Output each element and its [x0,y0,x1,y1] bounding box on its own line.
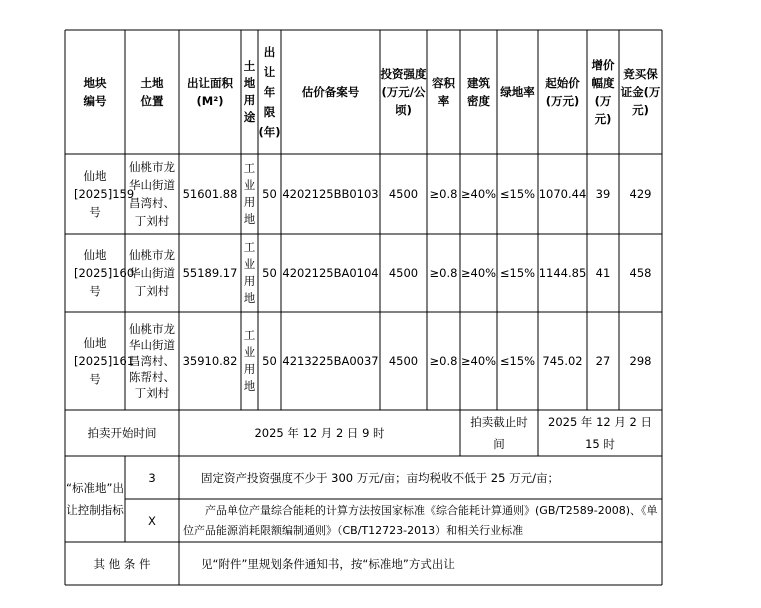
cell-deposit: 429 [629,187,652,201]
cell-density: ≥40% [460,354,497,368]
cell-density: ≥40% [460,187,497,201]
auction-end-value: 2025 年 12 月 2 日 15 时 [548,415,652,451]
auction-start-label: 拍卖开始时间 [87,426,157,440]
header-deposit: 竞买保证金(万元) [620,67,661,117]
cell-increment: 39 [595,187,611,201]
cell-density: ≥40% [460,266,497,280]
cell-deposit: 298 [629,354,652,368]
cell-far: ≥0.8 [429,354,458,368]
cell-deposit: 458 [629,266,652,280]
cell-far: ≥0.8 [429,187,458,201]
cell-far: ≥0.8 [429,266,458,280]
other-text: 见“附件”里规划条件通知书，按“标准地”方式出让 [201,556,455,571]
cell-investment: 4500 [388,266,419,280]
cell-use: 工业用地 [243,240,256,305]
cell-increment: 27 [595,354,611,368]
cell-investment: 4500 [388,354,419,368]
header-use: 土地用途 [243,59,256,124]
cell-start-price: 1070.44 [538,187,587,201]
header-density: 建筑密度 [467,76,490,108]
standard-text-2: 产品单位产量综合能耗的计算方法按国家标准《综合能耗计算通则》(GB/T2589-2008)、《单位产品能源消耗限额编制通则》（CB/T12723-2013）和相关行业标准 [183,503,658,537]
cell-area: 55189.17 [182,266,238,280]
cell-green: ≤15% [499,266,536,280]
cell-use: 工业用地 [243,161,256,226]
header-appraisal: 估价备案号 [301,85,360,99]
header-far: 容积率 [432,76,455,108]
header-area: 出让面积(M²) [187,76,233,108]
other-label: 其 他 条 件 [93,556,151,571]
cell-start-price: 745.02 [542,354,583,368]
cell-area: 51601.88 [182,187,238,201]
cell-area: 35910.82 [182,354,238,368]
cell-investment: 4500 [388,187,419,201]
header-start-price: 起始价(万元) [545,76,580,108]
header-increment: 增价幅度(万元) [591,58,615,126]
standard-code-2: X [148,513,156,528]
cell-plot-no: 仙地[2025]159号 [74,169,135,219]
cell-term: 50 [262,187,277,201]
cell-use: 工业用地 [243,328,256,393]
cell-plot-no: 仙地[2025]161号 [74,336,135,386]
cell-green: ≤15% [499,187,536,201]
cell-location: 仙桃市龙华山街道丁刘村 [129,248,175,298]
cell-green: ≤15% [499,354,536,368]
header-green: 绿地率 [500,85,535,99]
standard-text-1: 固定资产投资强度不少于 300 万元/亩；亩均税收不低于 25 万元/亩； [201,470,559,485]
cell-appraisal: 4202125BA0104 [282,266,379,280]
cell-appraisal: 4202125BB0103 [282,187,379,201]
header-location: 土地位置 [140,76,164,108]
auction-start-value: 2025 年 12 月 2 日 9 时 [254,426,385,440]
auction-end-label: 拍卖截止时间 [470,415,528,451]
cell-term: 50 [262,266,277,280]
header-investment: 投资强度(万元/公顷) [380,67,427,117]
standard-label: “标准地”出让控制指标 [66,481,124,517]
cell-plot-no: 仙地[2025]160号 [74,248,135,298]
cell-appraisal: 4213225BA0037 [282,354,379,368]
standard-code-1: 3 [148,470,156,485]
cell-start-price: 1144.85 [538,266,587,280]
cell-increment: 41 [595,266,611,280]
header-term: 出让年限(年) [258,45,281,139]
cell-term: 50 [262,354,277,368]
header-plot-no: 地块编号 [83,76,107,108]
cell-location: 仙桃市龙华山街道昌湾村、丁刘村 [129,160,175,228]
cell-location: 仙桃市龙华山街道昌湾村、陈帮村、丁刘村 [129,322,175,400]
